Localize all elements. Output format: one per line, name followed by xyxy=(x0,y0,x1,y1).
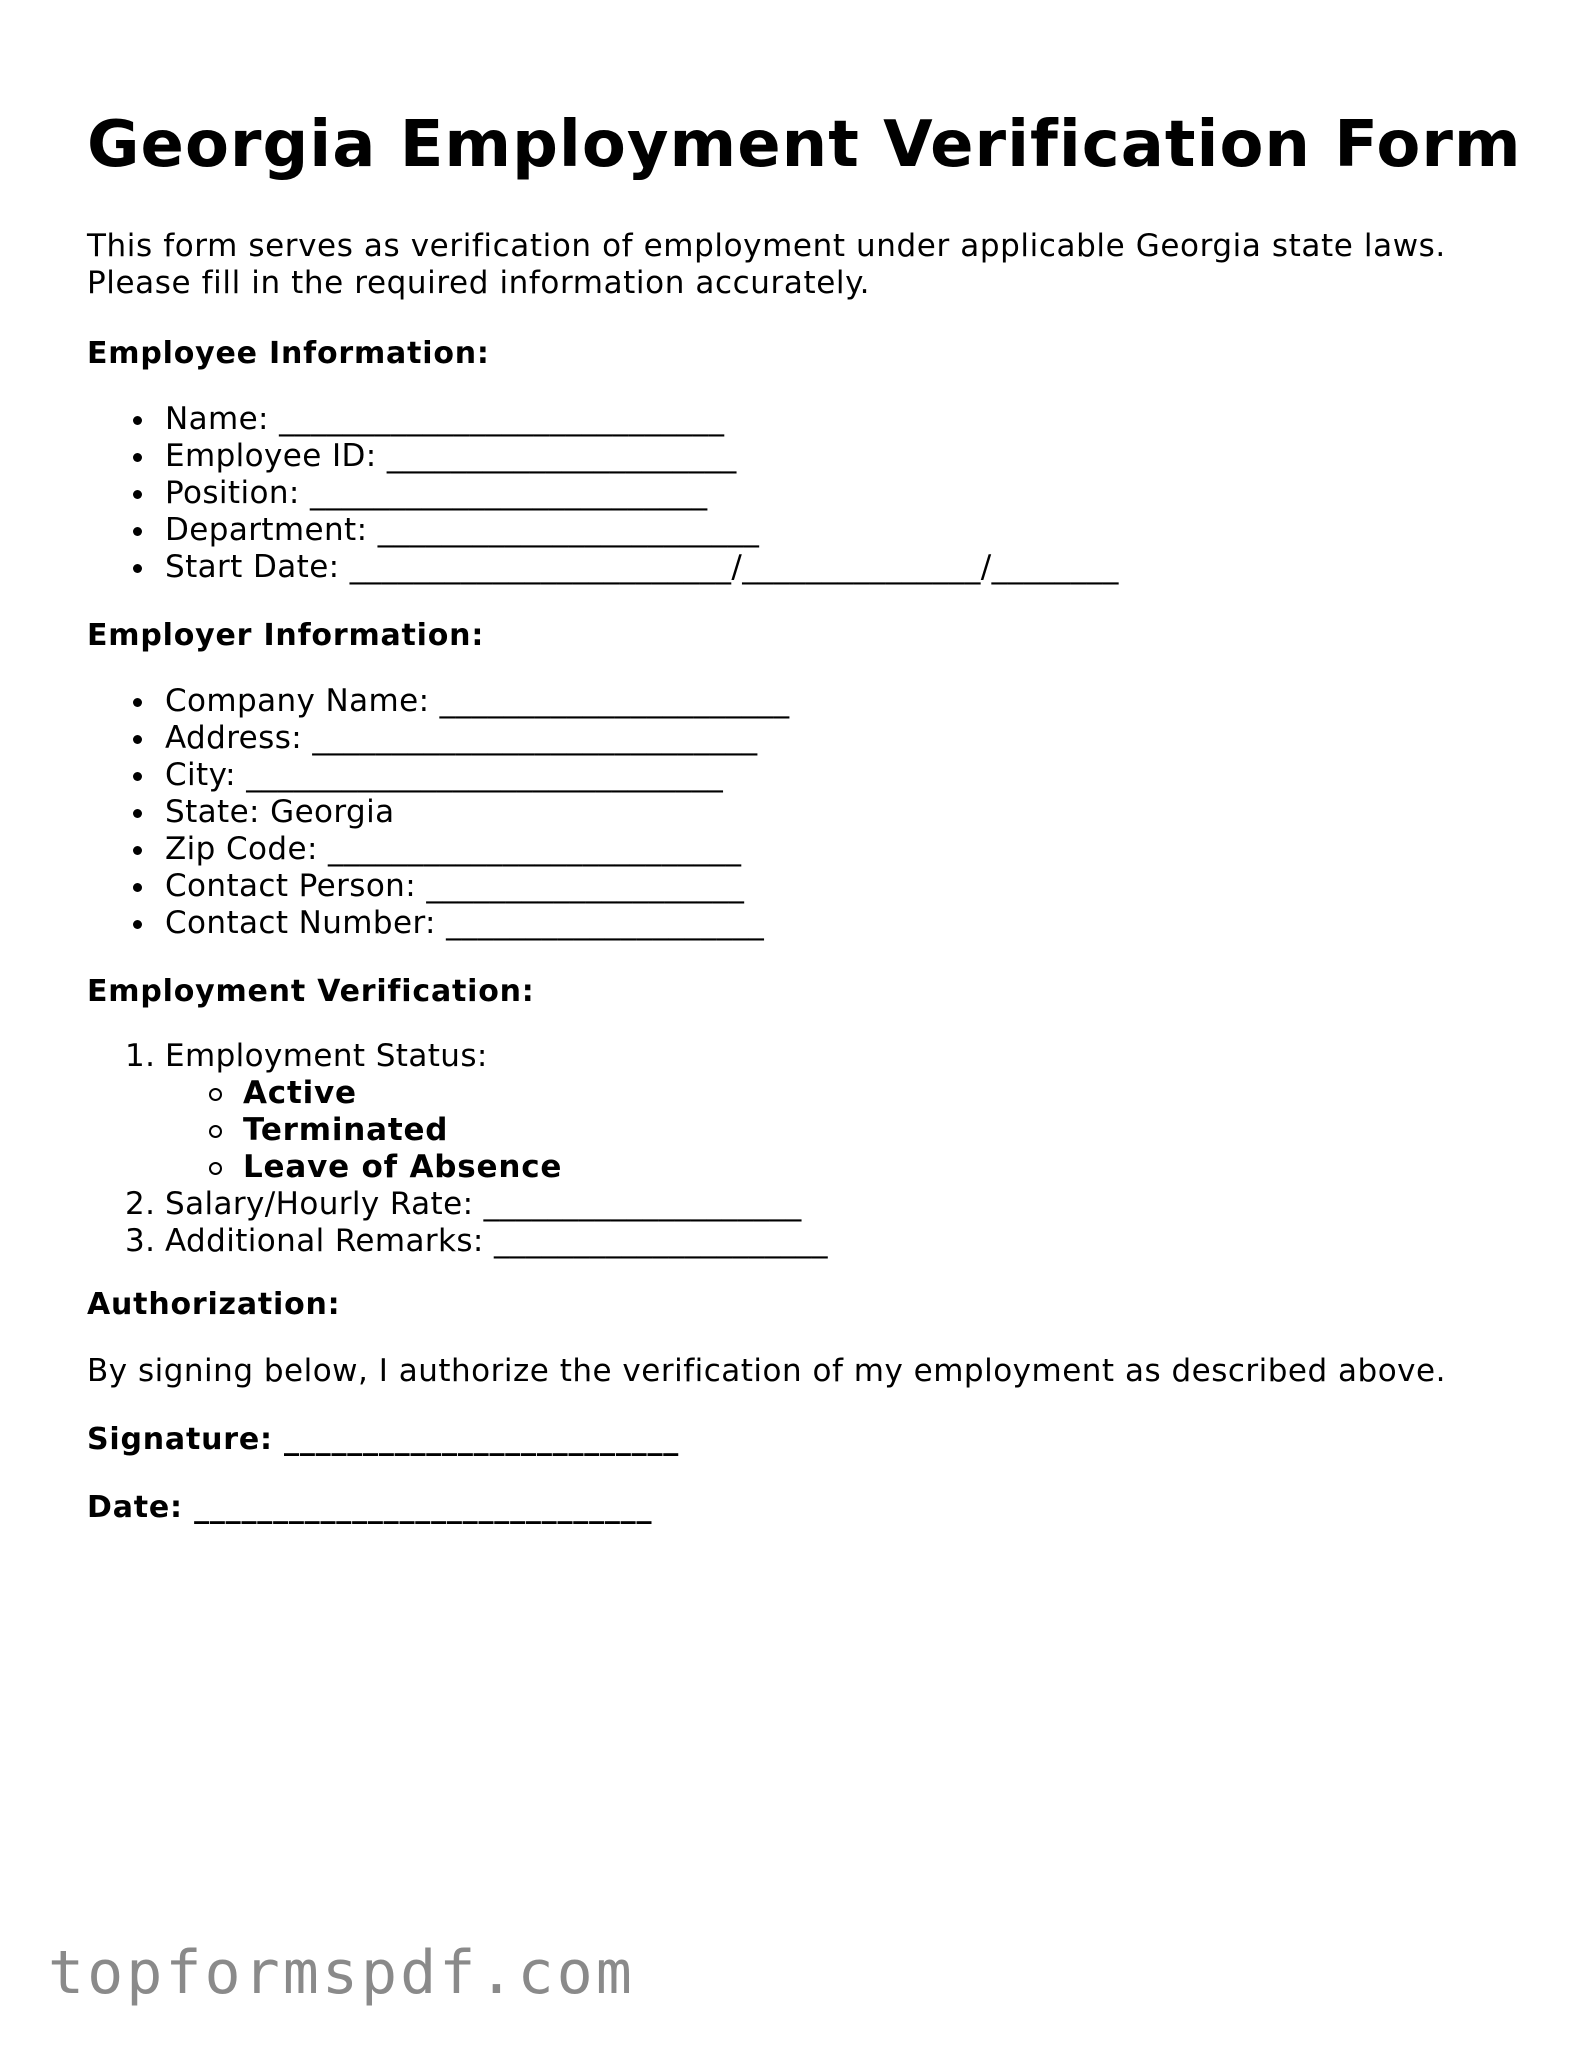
employee-position-field[interactable]: Position: _________________________ xyxy=(87,475,1119,512)
date-field[interactable]: Date: _____________________________ xyxy=(87,1490,653,1525)
intro-text xyxy=(87,228,1446,302)
remarks-item[interactable] xyxy=(87,1223,828,1260)
employee-section-heading: Employee Information: xyxy=(87,336,490,371)
employee-id-field[interactable]: Employee ID: ______________________ xyxy=(87,438,1119,475)
verification-list xyxy=(87,1038,828,1260)
state-value: State: Georgia xyxy=(87,794,790,831)
watermark-text: topformspdf.com xyxy=(48,1938,635,2008)
item-number: 3. xyxy=(125,1223,156,1259)
city-field[interactable]: City: ______________________________ xyxy=(87,757,790,794)
employment-status-label: Employment Status: xyxy=(165,1038,488,1074)
item-number: 1. xyxy=(125,1038,156,1074)
status-option-terminated[interactable]: Terminated xyxy=(165,1112,828,1149)
signature-field[interactable]: Signature: _________________________ xyxy=(87,1422,680,1457)
page-title: Georgia Employment Verification Form xyxy=(87,108,1522,182)
salary-item[interactable] xyxy=(87,1186,828,1223)
verification-section-heading: Employment Verification: xyxy=(87,974,535,1009)
employee-start-date-field[interactable]: Start Date: ________________________/_______________/________ xyxy=(87,549,1119,586)
item-number: 2. xyxy=(125,1186,156,1222)
intro-line-1: This form serves as verification of employment under applicable Georgia state laws. xyxy=(87,228,1446,264)
contact-person-field[interactable]: Contact Person: ____________________ xyxy=(87,868,790,905)
status-option-leave-of-absence[interactable]: Leave of Absence xyxy=(165,1149,828,1186)
employer-info-list xyxy=(87,683,790,942)
company-name-field[interactable]: Company Name: ______________________ xyxy=(87,683,790,720)
intro-line-2: Please fill in the required information accurately. xyxy=(87,265,871,301)
employer-section-heading: Employer Information: xyxy=(87,618,485,653)
status-option-active[interactable]: Active xyxy=(165,1075,828,1112)
address-field[interactable]: Address: ____________________________ xyxy=(87,720,790,757)
contact-number-field[interactable]: Contact Number: ____________________ xyxy=(87,905,790,942)
authorization-text: By signing below, I authorize the verification of my employment as described above. xyxy=(87,1353,1446,1389)
employee-name-field[interactable]: Name: ____________________________ xyxy=(87,401,1119,438)
additional-remarks-field[interactable]: Additional Remarks: _____________________ xyxy=(165,1223,828,1259)
employee-department-field[interactable]: Department: ________________________ xyxy=(87,512,1119,549)
employee-info-list xyxy=(87,401,1119,586)
zip-code-field[interactable]: Zip Code: __________________________ xyxy=(87,831,790,868)
employment-status-options xyxy=(165,1075,828,1186)
employment-status-item xyxy=(87,1038,828,1186)
authorization-section-heading: Authorization: xyxy=(87,1287,341,1322)
salary-field[interactable]: Salary/Hourly Rate: ____________________ xyxy=(165,1186,802,1222)
